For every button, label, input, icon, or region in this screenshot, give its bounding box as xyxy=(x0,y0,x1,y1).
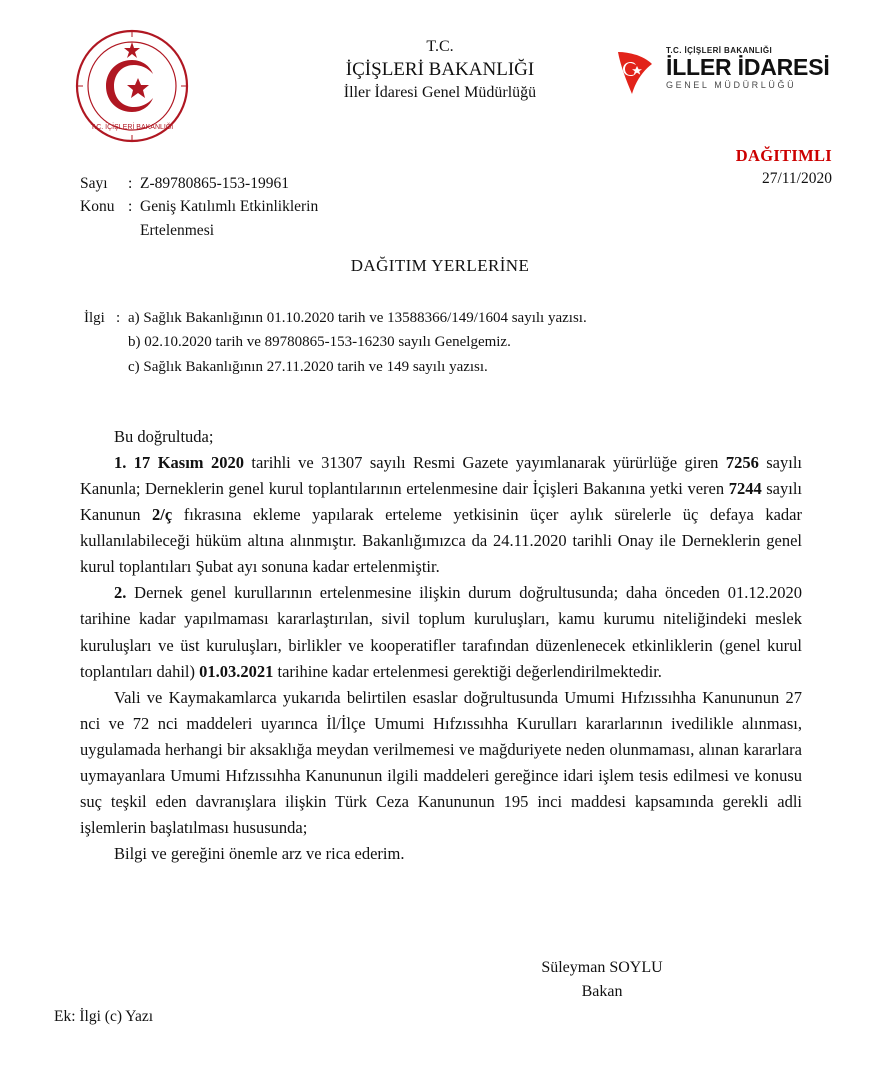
logo-main-text: İLLER İDARESİ xyxy=(666,54,830,80)
konu-colon: : xyxy=(128,198,133,216)
svg-text:T.C. İÇİŞLERİ BAKANLIĞI: T.C. İÇİŞLERİ BAKANLIĞI xyxy=(90,124,174,131)
document-date: 27/11/2020 xyxy=(761,170,832,187)
document-body xyxy=(80,424,802,867)
ministry-heading xyxy=(290,36,590,103)
document-title: DAĞITIM YERLERİNE xyxy=(350,256,530,275)
p2-text-2: tarihine kadar ertelenmesi gerektiği değerlendirilmektedir. xyxy=(273,661,662,681)
p1-text-4: fıkrasına ekleme yapılarak erteleme yetkisinin üçer aylık sürelerle üç defaya kadar kullanılabileceği hüküm altına alınmıştır. Bakanlığımızca da 24.11.2020 tarihli Onay ile Derneklerin genel kurul toplantıları Şubat ayı sonuna kadar ertelenmiştir. xyxy=(80,505,803,577)
sayi-value: Z-89780865-153-19961 xyxy=(140,175,289,192)
body-paragraph-3: Vali ve Kaymakamlarca yukarıda belirtilen esaslar doğrultusunda Umumi Hıfzıssıhha Kanununun 27 nci ve 72 nci maddeleri uyarınca İl/İlçe Umumi Hıfzıssıhha Kurulları kararlarının ivedilikle alınması, uygulamada herhangi bir aksaklığa meydan verilmemesi ve mağduriyete neden olunmaması, alınan kararlara uymayanlara Umumi Hıfzıssıhha Kanununun ilgili maddeleri gereğince idari işlem tesis edilmesi ve konusu suç teşkil eden davranışlara ilişkin Türk Ceza Kanununun 195 inci maddesi kapsamında gerekli adli işlemlerin başlatılması hususunda; xyxy=(80,687,802,837)
signatory-title: Bakan xyxy=(581,983,623,1000)
p1-text-2: sayılı Kanunla; Derneklerin genel kurul toplantılarının ertelenmesine dair İçişleri Bakanına yetki veren xyxy=(80,453,803,499)
ilgi-label: İlgi xyxy=(84,310,105,326)
p1-text-1: tarihli ve 31307 sayılı Resmi Gazete yayımlanarak yürürlüğe giren xyxy=(243,453,726,473)
ministry-seal-icon xyxy=(72,26,192,146)
p1-bold-law-7244: 7244 xyxy=(728,479,762,499)
heading-line-3: İller İdaresi Genel Müdürlüğü xyxy=(343,84,537,102)
p2-bold-number: 2. xyxy=(114,583,127,603)
distribution-label: DAĞITIMLI xyxy=(735,146,832,165)
reference-item-c: c) Sağlık Bakanlığının 27.11.2020 tarih ve 149 sayılı yazısı. xyxy=(128,358,488,375)
document-meta xyxy=(80,172,318,242)
reference-block xyxy=(84,306,587,379)
meta-row-sayi xyxy=(80,172,318,195)
p1-bold-clause: 2/ç xyxy=(152,505,173,525)
ilgi-colon: : xyxy=(116,310,121,326)
meta-row-konu xyxy=(80,195,318,218)
heading-line-2: İÇİŞLERİ BAKANLIĞI xyxy=(345,59,535,81)
p2-bold-deadline: 01.03.2021 xyxy=(199,661,274,681)
p1-bold-date: 1. 17 Kasım 2020 xyxy=(114,453,244,473)
reference-item-b: b) 02.10.2020 tarih ve 89780865-153-16230 sayılı Genelgemiz. xyxy=(128,334,511,351)
p1-text-3: sayılı Kanunun xyxy=(80,479,803,525)
iller-idaresi-logo xyxy=(614,46,836,102)
konu-value: Geniş Katılımlı Etkinliklerin xyxy=(140,198,319,216)
body-paragraph-1 xyxy=(80,450,802,580)
flag-mark-icon xyxy=(614,50,656,96)
konu-label: Konu xyxy=(80,198,115,216)
logo-top-text: T.C. İÇİŞLERİ BAKANLIĞI xyxy=(666,46,773,55)
body-paragraph-4: Bilgi ve gereğini önemle arz ve rica ederim. xyxy=(114,844,405,863)
body-intro: Bu doğrultuda; xyxy=(114,427,214,446)
p2-text-1: Dernek genel kurullarının ertelenmesine ilişkin durum doğrultusunda; daha önceden 01.12.2020 tarihine kadar yapılmaması kararlaştırılan, sivil toplum kuruluşları, kamu kurumu niteliğindeki meslek kuruluşları ve üst kuruluşları, birlikler ve kooperatifler tarafından düzenlenecek etkinliklerin (genel kurul toplantıları dahil) xyxy=(80,583,802,681)
signature-block xyxy=(452,956,752,1004)
logo-sub-text: GENEL MÜDÜRLÜĞÜ xyxy=(666,80,797,91)
reference-first-row xyxy=(84,306,587,330)
body-paragraph-2 xyxy=(80,580,802,684)
reference-item-a: a) Sağlık Bakanlığının 01.10.2020 tarih ve 13588366/149/1604 sayılı yazısı. xyxy=(128,310,587,326)
p1-bold-law-7256: 7256 xyxy=(725,453,759,473)
sayi-colon: : xyxy=(128,175,133,192)
logo-wordmark xyxy=(666,46,836,90)
attachment-note: Ek: İlgi (c) Yazı xyxy=(54,1008,154,1025)
document-header xyxy=(0,0,880,140)
heading-line-1: T.C. xyxy=(426,38,454,55)
signatory-name: Süleyman SOYLU xyxy=(541,959,663,976)
konu-value-continued: Ertelenmesi xyxy=(140,221,215,239)
sayi-label: Sayı xyxy=(80,175,108,192)
